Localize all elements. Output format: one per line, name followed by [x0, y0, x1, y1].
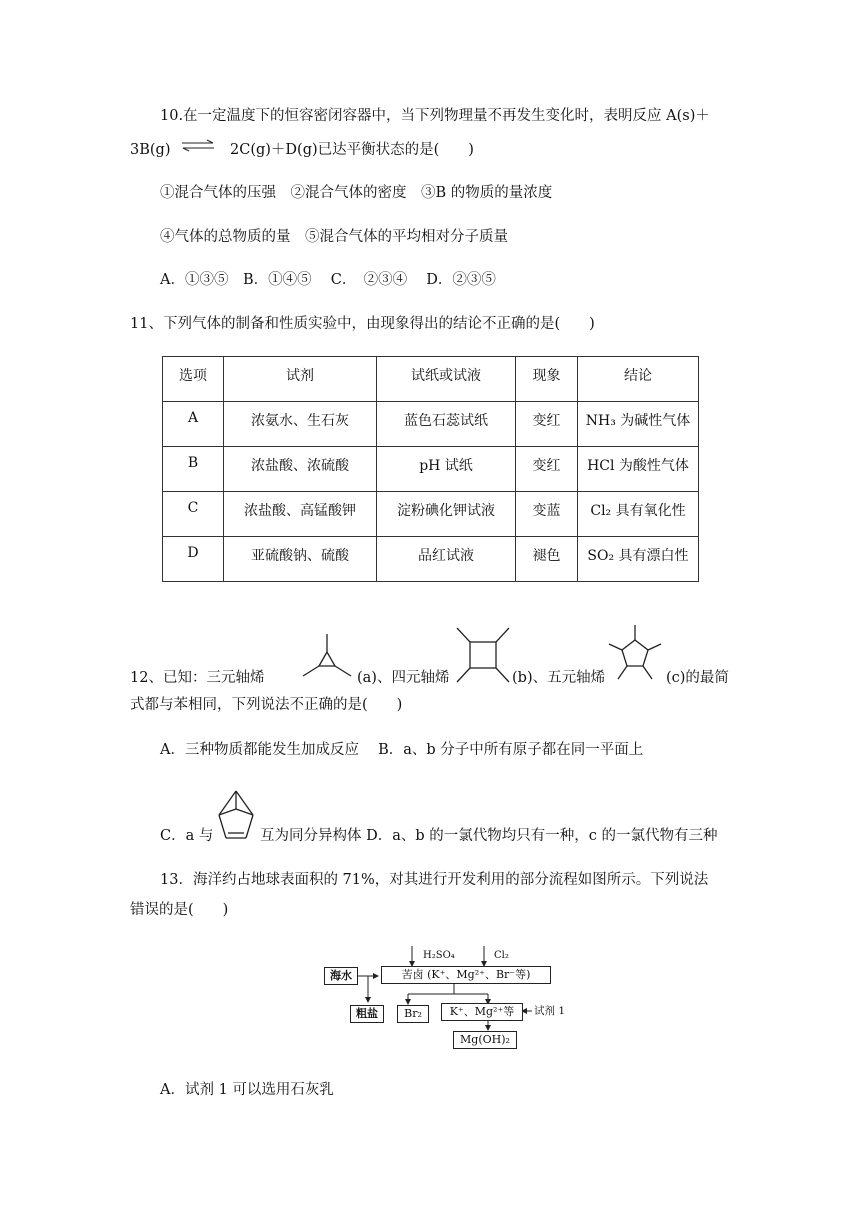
q10-options: A．①③⑤ B．①④⑤ C． ②③④ D．②③⑤	[160, 272, 496, 288]
seawater-box: 海水	[324, 967, 358, 985]
q12-option-c-part1: C．a 与	[160, 828, 214, 844]
table-cell: 褪色	[516, 537, 578, 582]
table-cell: pH 试纸	[377, 447, 516, 492]
table-header-cell: 试剂	[224, 357, 377, 402]
q12-line2: 式都与苯相同，下列说法不正确的是( )	[130, 697, 403, 713]
table-cell: 蓝色石蕊试纸	[377, 402, 516, 447]
q10-line1: 10.在一定温度下的恒容密闭容器中，当下列物理量不再发生变化时，表明反应 A(s)＋	[160, 108, 710, 124]
q10-line2b: 2C(g)＋D(g)已达平衡状态的是( )	[230, 142, 474, 158]
q12-s2: (a)、四元轴烯	[357, 670, 450, 686]
table-cell: 淀粉碘化钾试液	[377, 492, 516, 537]
table-cell: B	[163, 447, 224, 492]
table-cell: 浓氨水、生石灰	[224, 402, 377, 447]
table-row	[163, 537, 699, 582]
q10-items1: ①混合气体的压强 ②混合气体的密度 ③B 的物质的量浓度	[160, 185, 553, 201]
table-cell: 变红	[516, 402, 578, 447]
bicyclic-isomer-structure	[214, 788, 260, 846]
experiment-table	[162, 356, 699, 582]
table-header-cell: 选项	[163, 357, 224, 402]
q12-s4: (c)的最简	[666, 670, 729, 686]
table-cell: HCl 为酸性气体	[578, 447, 699, 492]
table-header-cell: 试纸或试液	[377, 357, 516, 402]
table-cell: 变蓝	[516, 492, 578, 537]
table-header-cell: 现象	[516, 357, 578, 402]
table-cell: SO₂ 具有漂白性	[578, 537, 699, 582]
table-cell: 变红	[516, 447, 578, 492]
mgoh2-box: Mg(OH)₂	[453, 1031, 517, 1049]
br2-box: Br₂	[397, 1005, 429, 1023]
table-cell: A	[163, 402, 224, 447]
q12-option-ab: A．三种物质都能发生加成反应 B．a、b 分子中所有原子都在同一平面上	[160, 742, 644, 758]
crude-salt-box: 粗盐	[350, 1005, 384, 1023]
radialene-5-structure	[606, 622, 664, 684]
reagent1-label: 试剂 1	[534, 1005, 566, 1017]
table-cell: 浓盐酸、高锰酸钾	[224, 492, 377, 537]
radialene-4-structure	[452, 620, 514, 686]
reversible-arrow-icon	[180, 139, 216, 153]
q12-option-c-part2: 互为同分异构体 D．a、b 的一氯代物均只有一种，c 的一氯代物有三种	[260, 828, 718, 844]
q10-items2: ④气体的总物质的量 ⑤混合气体的平均相对分子质量	[160, 229, 508, 245]
table-header-row	[163, 357, 699, 402]
q13-line1: 13．海洋约占地球表面积的 71%，对其进行开发利用的部分流程如图所示。下列说法	[160, 872, 709, 888]
table-cell: 浓盐酸、浓硫酸	[224, 447, 377, 492]
table-cell: C	[163, 492, 224, 537]
table-cell: NH₃ 为碱性气体	[578, 402, 699, 447]
brine-box: 苦卤 (K⁺、Mg²⁺、Br⁻等)	[381, 966, 551, 984]
table-row	[163, 492, 699, 537]
table-header-cell: 结论	[578, 357, 699, 402]
table-row	[163, 447, 699, 492]
q12-s1: 12、已知：三元轴烯	[130, 670, 265, 686]
ions-box: K⁺、Mg²⁺等	[441, 1003, 523, 1021]
q13-line2: 错误的是( )	[130, 902, 229, 918]
q11-stem: 11、下列气体的制备和性质实验中，由现象得出的结论不正确的是( )	[130, 316, 595, 332]
q13-option-a: A．试剂 1 可以选用石灰乳	[160, 1082, 334, 1098]
h2so4-label: H₂SO₄	[423, 950, 455, 961]
table-row	[163, 402, 699, 447]
table-cell: 品红试液	[377, 537, 516, 582]
radialene-3-structure	[298, 628, 356, 686]
q10-line2a: 3B(g)	[130, 142, 171, 158]
table-cell: 亚硫酸钠、硫酸	[224, 537, 377, 582]
table-cell: Cl₂ 具有氧化性	[578, 492, 699, 537]
q12-s3: (b)、五元轴烯	[512, 670, 606, 686]
table-cell: D	[163, 537, 224, 582]
cl2-label: Cl₂	[494, 950, 509, 961]
